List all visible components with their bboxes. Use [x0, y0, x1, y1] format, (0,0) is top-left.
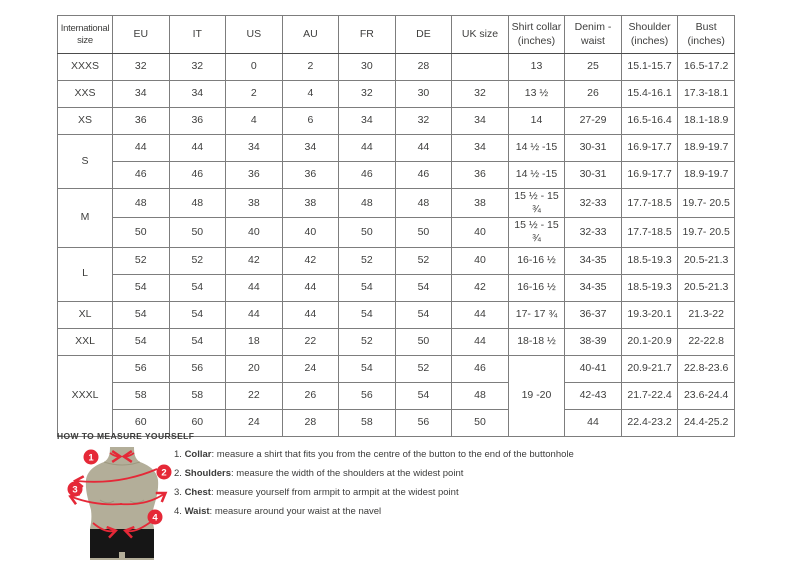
- table-cell: 44: [339, 135, 396, 162]
- table-cell: 30: [339, 54, 396, 81]
- table-cell: 14: [508, 108, 565, 135]
- table-cell: 18.9-19.7: [678, 162, 735, 189]
- table-cell: 20.1-20.9: [621, 328, 678, 355]
- table-cell: 2: [226, 81, 283, 108]
- item-text: : measure the width of the shoulders at the widest point: [231, 468, 464, 479]
- size-cell: L: [58, 247, 113, 301]
- table-cell: 50: [169, 218, 226, 247]
- table-cell: 42: [226, 247, 283, 274]
- table-cell: 30-31: [565, 135, 622, 162]
- table-cell: 56: [113, 355, 170, 382]
- column-header: AU: [282, 16, 339, 54]
- table-cell: 36: [113, 108, 170, 135]
- table-cell: 36: [226, 162, 283, 189]
- table-cell: 34: [339, 108, 396, 135]
- table-cell: 54: [339, 355, 396, 382]
- table-cell: 54: [169, 301, 226, 328]
- table-cell: 38-39: [565, 328, 622, 355]
- table-cell: 21.3-22: [678, 301, 735, 328]
- table-cell: 52: [395, 355, 452, 382]
- size-table-header: [58, 16, 735, 54]
- badge-2-number: 2: [161, 467, 167, 479]
- table-cell: 2: [282, 54, 339, 81]
- size-table-section: [57, 15, 735, 437]
- table-cell: 26: [282, 382, 339, 409]
- table-cell: 58: [339, 409, 396, 436]
- table-cell: 17.7-18.5: [621, 189, 678, 218]
- table-cell: 38: [226, 189, 283, 218]
- badge-4-number: 4: [152, 512, 158, 524]
- item-number: 1.: [174, 449, 185, 460]
- table-cell: 32: [452, 81, 509, 108]
- table-row: [58, 355, 735, 382]
- table-cell: 56: [169, 355, 226, 382]
- table-cell: 16.5-16.4: [621, 108, 678, 135]
- measure-item: [174, 506, 574, 525]
- table-cell: 34: [452, 135, 509, 162]
- size-cell: XXS: [58, 81, 113, 108]
- table-cell: 24: [226, 409, 283, 436]
- measure-heading: HOW TO MEASURE YOURSELF: [57, 431, 195, 441]
- item-text: : measure around your waist at the navel: [209, 506, 382, 517]
- table-cell: 42-43: [565, 382, 622, 409]
- table-cell: 24: [282, 355, 339, 382]
- table-cell: 52: [169, 247, 226, 274]
- table-cell: 38: [282, 189, 339, 218]
- table-cell: 4: [226, 108, 283, 135]
- table-cell: 32: [113, 54, 170, 81]
- table-cell: 32: [339, 81, 396, 108]
- size-cell: XS: [58, 108, 113, 135]
- table-cell: 46: [339, 162, 396, 189]
- table-cell: 18.5-19.3: [621, 247, 678, 274]
- table-cell: 26: [565, 81, 622, 108]
- table-cell: 13 ½: [508, 81, 565, 108]
- item-term: Shoulders: [184, 468, 232, 479]
- table-row: [58, 81, 735, 108]
- table-cell: 58: [169, 382, 226, 409]
- table-cell: 56: [395, 409, 452, 436]
- column-header: UK size: [452, 16, 509, 54]
- table-cell: 22-22.8: [678, 328, 735, 355]
- table-cell: 20.9-21.7: [621, 355, 678, 382]
- table-cell: 40: [282, 218, 339, 247]
- table-cell: 34: [113, 81, 170, 108]
- table-cell: 18.1-18.9: [678, 108, 735, 135]
- table-cell: 25: [565, 54, 622, 81]
- table-cell: 28: [395, 54, 452, 81]
- table-cell: 50: [395, 328, 452, 355]
- table-cell: 54: [395, 382, 452, 409]
- table-cell: 54: [339, 274, 396, 301]
- table-cell: 44: [113, 135, 170, 162]
- table-cell: 50: [113, 218, 170, 247]
- table-cell: 36-37: [565, 301, 622, 328]
- column-header: Bust (inches): [678, 16, 735, 54]
- table-cell: 16-16 ½: [508, 274, 565, 301]
- item-text: : measure yourself from armpit to armpit at the widest point: [210, 487, 459, 498]
- table-cell: 52: [339, 328, 396, 355]
- item-number: 3.: [174, 487, 185, 498]
- size-cell: XXXS: [58, 54, 113, 81]
- table-cell: 54: [113, 274, 170, 301]
- table-cell: 22: [226, 382, 283, 409]
- table-cell: 48: [452, 382, 509, 409]
- table-cell: 13: [508, 54, 565, 81]
- size-table-body: [58, 54, 735, 437]
- column-header: EU: [113, 16, 170, 54]
- table-cell: 46: [169, 162, 226, 189]
- table-cell: 50: [452, 409, 509, 436]
- table-cell: 19.7- 20.5: [678, 189, 735, 218]
- measure-item: [174, 487, 574, 506]
- table-cell: 32: [169, 54, 226, 81]
- table-cell: 22.4-23.2: [621, 409, 678, 436]
- item-number: 2.: [174, 468, 185, 479]
- table-cell: 34-35: [565, 274, 622, 301]
- size-cell: M: [58, 189, 113, 248]
- table-cell: 17.7-18.5: [621, 218, 678, 247]
- table-cell: 17.3-18.1: [678, 81, 735, 108]
- table-cell: 28: [282, 409, 339, 436]
- table-cell: 4: [282, 81, 339, 108]
- column-header: US: [226, 16, 283, 54]
- table-cell: 34: [226, 135, 283, 162]
- table-cell: 32-33: [565, 189, 622, 218]
- table-cell: 16.9-17.7: [621, 135, 678, 162]
- table-cell: 16.5-17.2: [678, 54, 735, 81]
- table-row: [58, 108, 735, 135]
- table-row: [58, 218, 735, 247]
- table-cell: 6: [282, 108, 339, 135]
- table-cell: 54: [169, 274, 226, 301]
- size-table: [57, 15, 735, 437]
- table-row: [58, 274, 735, 301]
- table-cell: 44: [282, 301, 339, 328]
- table-cell: 20.5-21.3: [678, 274, 735, 301]
- table-cell: 52: [395, 247, 452, 274]
- table-cell: 42: [452, 274, 509, 301]
- badge-1-number: 1: [88, 452, 94, 464]
- table-cell: 48: [113, 189, 170, 218]
- item-text: : measure a shirt that fits you from the centre of the button to the end of the buttonhole: [211, 449, 574, 460]
- table-cell: 44: [565, 409, 622, 436]
- table-cell: 16.9-17.7: [621, 162, 678, 189]
- table-cell: 56: [339, 382, 396, 409]
- column-header: Shoulder (inches): [621, 16, 678, 54]
- measure-instructions-list: [174, 449, 574, 525]
- table-row: [58, 162, 735, 189]
- table-cell: 0: [226, 54, 283, 81]
- table-cell: 42: [282, 247, 339, 274]
- table-cell: 14 ½ -15: [508, 162, 565, 189]
- table-cell: 40-41: [565, 355, 622, 382]
- table-cell: 30: [395, 81, 452, 108]
- table-cell: 40: [452, 218, 509, 247]
- table-cell: 48: [395, 189, 452, 218]
- table-row: [58, 135, 735, 162]
- table-cell: 27-29: [565, 108, 622, 135]
- table-cell: 16-16 ½: [508, 247, 565, 274]
- table-cell: 22: [282, 328, 339, 355]
- table-cell: 54: [395, 301, 452, 328]
- table-cell: 32: [395, 108, 452, 135]
- table-cell: 15 ½ - 15 ¾: [508, 218, 565, 247]
- table-cell: 17- 17 ¾: [508, 301, 565, 328]
- table-cell: 15 ½ - 15 ¾: [508, 189, 565, 218]
- table-cell: 44: [395, 135, 452, 162]
- table-cell: 34: [169, 81, 226, 108]
- table-cell: 18.5-19.3: [621, 274, 678, 301]
- table-cell: 32-33: [565, 218, 622, 247]
- table-cell: 20.5-21.3: [678, 247, 735, 274]
- table-cell: 48: [339, 189, 396, 218]
- table-cell: 36: [282, 162, 339, 189]
- item-term: Waist: [184, 506, 210, 517]
- table-cell: 54: [113, 301, 170, 328]
- table-cell: 46: [113, 162, 170, 189]
- table-cell: 50: [395, 218, 452, 247]
- table-row: [58, 328, 735, 355]
- table-cell: 30-31: [565, 162, 622, 189]
- measure-item: [174, 468, 574, 487]
- column-header: Shirt collar (inches): [508, 16, 565, 54]
- table-cell: 36: [452, 162, 509, 189]
- table-cell: 34: [282, 135, 339, 162]
- table-cell: 15.4-16.1: [621, 81, 678, 108]
- table-cell: 18: [226, 328, 283, 355]
- column-header: Denim - waist: [565, 16, 622, 54]
- column-header: IT: [169, 16, 226, 54]
- table-row: [58, 301, 735, 328]
- table-cell: 46: [395, 162, 452, 189]
- table-cell: 18.9-19.7: [678, 135, 735, 162]
- table-cell: 54: [113, 328, 170, 355]
- table-cell: 54: [395, 274, 452, 301]
- table-cell: 54: [169, 328, 226, 355]
- item-number: 4.: [174, 506, 185, 517]
- table-cell: 48: [169, 189, 226, 218]
- table-cell: 36: [169, 108, 226, 135]
- table-cell: 50: [339, 218, 396, 247]
- table-cell: 24.4-25.2: [678, 409, 735, 436]
- table-cell: 40: [226, 218, 283, 247]
- mannequin-illustration: [60, 444, 184, 566]
- table-cell: 46: [452, 355, 509, 382]
- table-cell: 20: [226, 355, 283, 382]
- badge-3-number: 3: [72, 484, 78, 496]
- table-cell: 44: [226, 274, 283, 301]
- table-cell: [452, 54, 509, 81]
- table-cell: 15.1-15.7: [621, 54, 678, 81]
- table-cell: 38: [452, 189, 509, 218]
- table-row: [58, 247, 735, 274]
- item-term: Chest: [184, 487, 211, 498]
- table-cell: 19.3-20.1: [621, 301, 678, 328]
- table-cell: 40: [452, 247, 509, 274]
- table-cell: 34: [452, 108, 509, 135]
- table-cell: 18-18 ½: [508, 328, 565, 355]
- size-cell: XL: [58, 301, 113, 328]
- table-cell: 44: [452, 301, 509, 328]
- table-cell-collar-merged: 19 -20: [508, 355, 565, 436]
- table-cell: 44: [226, 301, 283, 328]
- table-cell: 44: [282, 274, 339, 301]
- table-cell: 23.6-24.4: [678, 382, 735, 409]
- table-cell: 54: [339, 301, 396, 328]
- table-cell: 58: [113, 382, 170, 409]
- table-cell: 52: [339, 247, 396, 274]
- table-cell: 19.7- 20.5: [678, 218, 735, 247]
- table-row: [58, 54, 735, 81]
- item-term: Collar: [184, 449, 212, 460]
- table-cell: 34-35: [565, 247, 622, 274]
- measure-item: [174, 449, 574, 468]
- table-cell: 14 ½ -15: [508, 135, 565, 162]
- size-cell: S: [58, 135, 113, 189]
- column-header: DE: [395, 16, 452, 54]
- table-row: [58, 189, 735, 218]
- table-cell: 22.8-23.6: [678, 355, 735, 382]
- table-cell: 44: [452, 328, 509, 355]
- table-cell: 60: [113, 409, 170, 436]
- size-cell: XXXL: [58, 355, 113, 436]
- table-cell: 52: [113, 247, 170, 274]
- size-cell: XXL: [58, 328, 113, 355]
- table-cell: 21.7-22.4: [621, 382, 678, 409]
- table-cell: 60: [169, 409, 226, 436]
- column-header: International size: [58, 16, 113, 54]
- table-row: [58, 382, 735, 409]
- column-header: FR: [339, 16, 396, 54]
- table-cell: 44: [169, 135, 226, 162]
